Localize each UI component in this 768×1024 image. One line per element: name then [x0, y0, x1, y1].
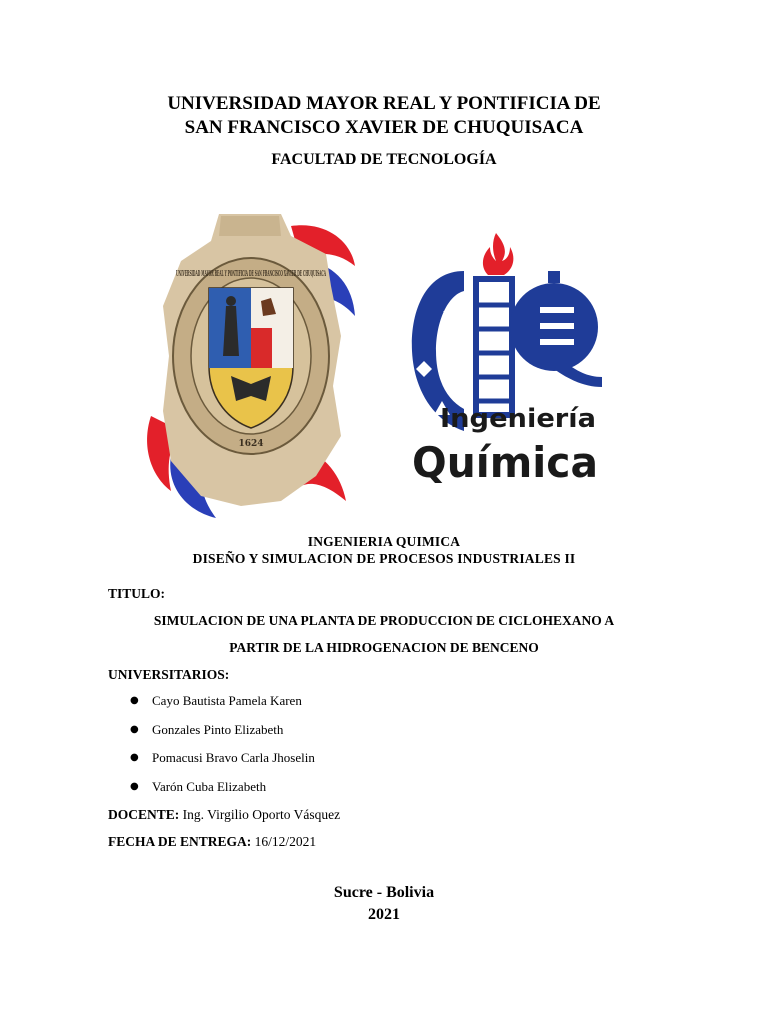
student-name: Cayo Bautista Pamela Karen: [152, 693, 302, 708]
student-name: Gonzales Pinto Elizabeth: [152, 721, 284, 737]
footer-place: Sucre - Bolivia: [333, 884, 435, 901]
ciq-word-ingenieria: Ingeniería: [440, 404, 596, 434]
university-seal-logo: [141, 206, 357, 528]
list-item: [130, 722, 315, 751]
title-line-1: SIMULACION DE UNA PLANTA DE PRODUCCION DE CICLOHEXANO A: [153, 613, 615, 628]
footer-block: [0, 882, 768, 926]
students-list: [130, 693, 315, 807]
career-name: INGENIERIA QUIMICA: [307, 534, 461, 549]
bullet-icon: ●: [130, 695, 139, 706]
student-name: Pomacusi Bravo Carla Jhoselin: [152, 750, 315, 765]
bullet-icon: ●: [130, 780, 139, 792]
bullet-icon: ●: [130, 752, 139, 763]
delivery-label: FECHA DE ENTREGA:: [108, 834, 252, 849]
list-item: [130, 750, 315, 779]
teacher-value: Ing. Virgilio Oporto Vásquez: [182, 807, 341, 822]
delivery-value: 16/12/2021: [254, 834, 317, 849]
university-line-1: UNIVERSIDAD MAYOR REAL Y PONTIFICIA DE: [167, 93, 601, 114]
course-name: DISEÑO Y SIMULACION DE PROCESOS INDUSTRIALES II: [192, 551, 576, 566]
teacher-label: DOCENTE:: [108, 807, 180, 822]
university-line-2: SAN FRANCISCO XAVIER DE CHUQUISACA: [184, 117, 584, 138]
list-item: [130, 779, 315, 808]
ciq-logo: [404, 231, 604, 489]
students-label: UNIVERSITARIOS:: [108, 667, 230, 682]
seal-year: 1624: [238, 439, 264, 449]
teacher-field: [108, 807, 340, 823]
title-line-2: PARTIR DE LA HIDROGENACION DE BENCENO: [229, 640, 539, 655]
bullet-icon: ●: [130, 723, 139, 735]
career-block: [0, 533, 768, 567]
faculty-name: FACULTAD DE TECNOLOGÍA: [271, 151, 497, 168]
university-name: [0, 92, 768, 140]
title-label: TITULO:: [108, 586, 166, 601]
ciq-word-quimica: Química: [412, 438, 598, 487]
footer-year: 2021: [368, 906, 400, 923]
student-name: Varón Cuba Elizabeth: [152, 778, 267, 794]
list-item: [130, 693, 315, 722]
delivery-date-field: [108, 834, 316, 850]
seal-text: UNIVERSIDAD MAYOR REAL Y PONTIFICIA DE SAN FRANCISCO XAVIER DE CHUQUISACA: [176, 268, 327, 278]
